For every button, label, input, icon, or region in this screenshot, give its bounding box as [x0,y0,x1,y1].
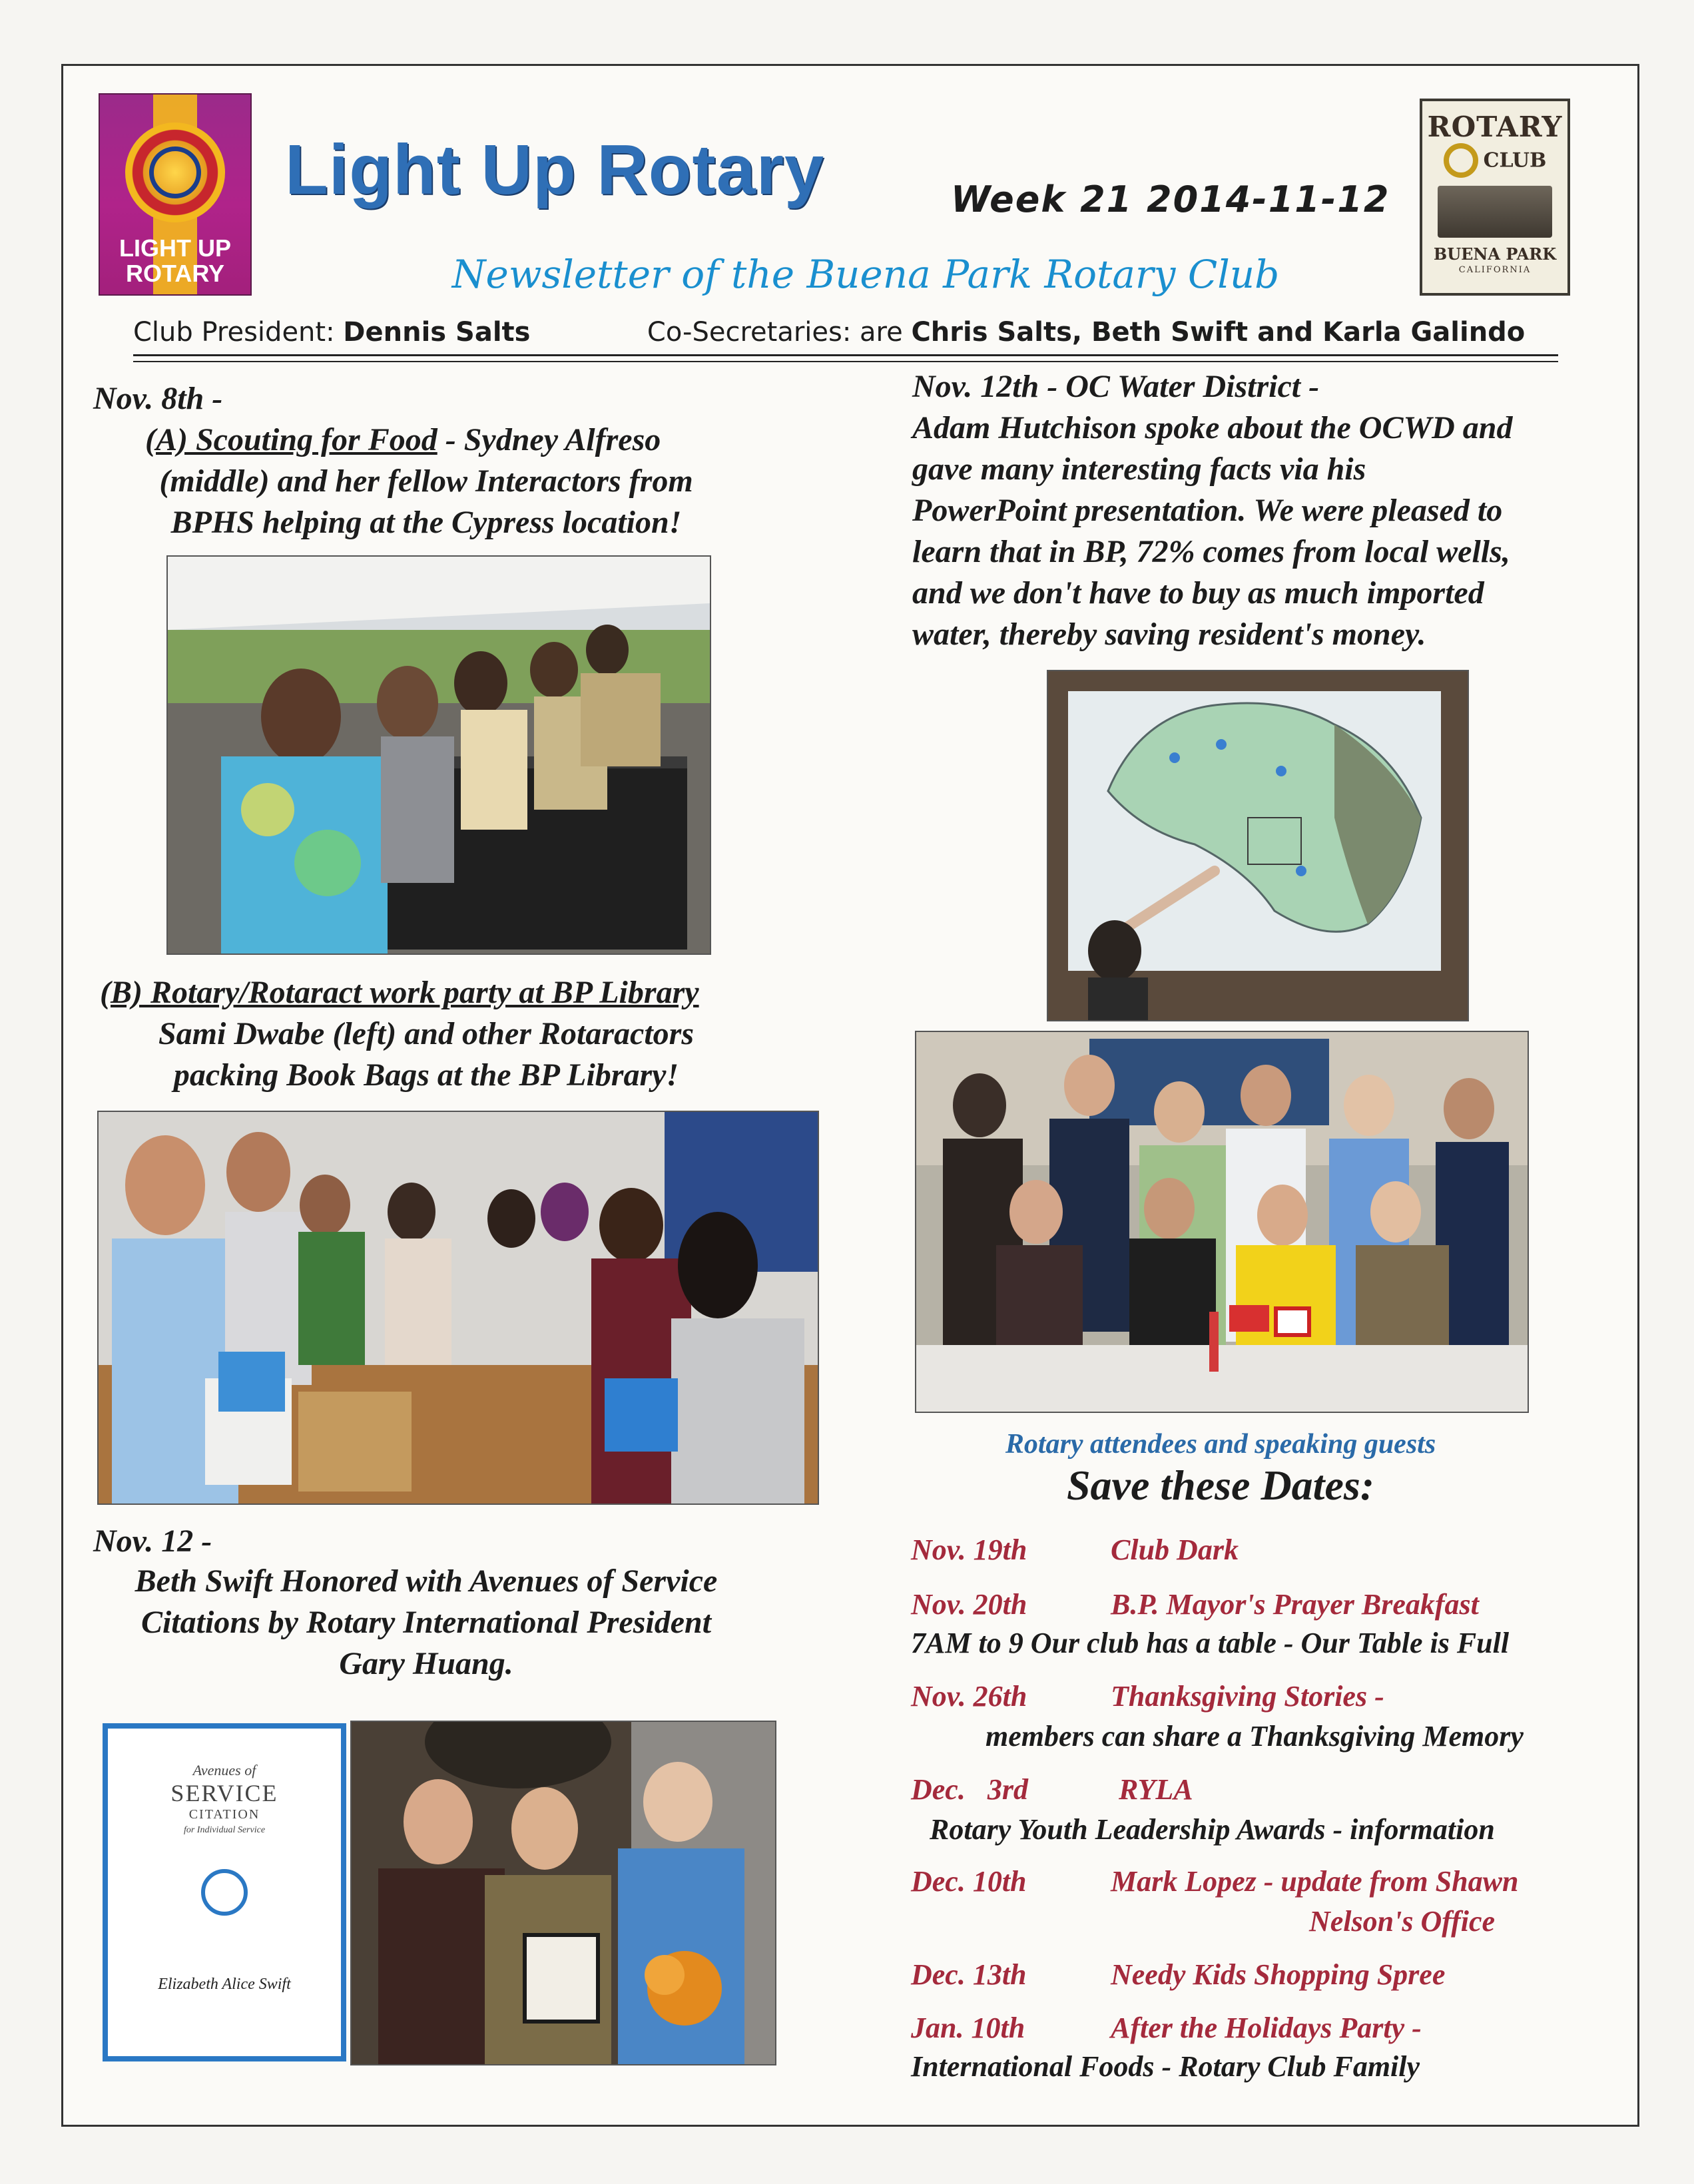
ocwd-presentation-photo [1047,670,1469,1021]
event-label: Needy Kids Shopping Spree [1111,1958,1446,1991]
nov12-heading: Nov. 12 - [93,1523,212,1559]
rotary-seal-icon [201,1869,248,1916]
rotary-club-buena-park-logo: ROTARY CLUB BUENA PARK CALIFORNIA [1420,99,1570,296]
rotary-wheel-icon [149,146,201,198]
scouting-title: (A) Scouting for Food [145,422,437,457]
scouting-line-1: (A) Scouting for Food - Sydney Alfreso [145,422,661,457]
header-divider-2 [133,361,1558,362]
event-label: B.P. Mayor's Prayer Breakfast [1111,1588,1479,1621]
nov8-heading: Nov. 8th - [93,381,223,416]
event-label: RYLA [1119,1773,1193,1806]
newsletter-subtitle: Newsletter of the Buena Park Rotary Club [451,252,1280,297]
event-note: members can share a Thanksgiving Memory [986,1720,1524,1753]
work-party-title: (B) Rotary/Rotaract work party at BP Library [100,975,699,1010]
date-label: Dec. 3rd [911,1773,1028,1806]
train-icon [1438,186,1552,238]
club-officers: Club President: Dennis Salts Co-Secretaries: are Chris Salts, Beth Swift and Karla Galindo [133,317,1526,348]
rotary-gear-icon [1444,143,1478,178]
date-label: Nov. 20th [911,1588,1027,1621]
event-note: Rotary Youth Leadership Awards - information [930,1813,1495,1846]
event-note: 7AM to 9 Our club has a table - Our Table is Full [911,1627,1510,1659]
header-divider [133,354,1558,356]
service-citation-certificate: Avenues of SERVICE CITATION for Individual Service Elizabeth Alice Swift [103,1723,346,2061]
event-label: Club Dark [1111,1533,1239,1566]
photo-caption: Rotary attendees and speaking guests [1005,1429,1436,1460]
light-up-rotary-logo: LIGHT UP ROTARY [99,93,252,296]
date-label: Jan. 10th [911,2012,1025,2044]
scouting-for-food-photo [166,555,711,955]
date-label: Dec. 10th [911,1865,1027,1898]
event-label: After the Holidays Party - [1111,2012,1422,2044]
beth-swift-honor-photo [350,1721,776,2065]
president-name: Dennis Salts [343,317,531,348]
save-dates-title: Save these Dates: [1066,1462,1375,1509]
rotary-attendees-photo [915,1031,1529,1413]
date-label: Dec. 13th [911,1958,1027,1991]
date-label: Nov. 19th [911,1533,1027,1566]
event-label: Thanksgiving Stories - [1111,1680,1384,1713]
issue-week: Week 21 2014-11-12 [951,178,1390,220]
newsletter-title: Light Up Rotary [285,131,824,209]
event-label: Mark Lopez - update from Shawn [1111,1865,1519,1898]
secretaries-names: Chris Salts, Beth Swift and Karla Galindo [911,317,1526,348]
event-note: International Foods - Rotary Club Family [911,2050,1420,2083]
date-label: Nov. 26th [911,1680,1027,1713]
ocwd-heading: Nov. 12th - OC Water District - [912,369,1320,404]
event-label-cont: Nelson's Office [1309,1905,1496,1938]
book-bags-photo [97,1111,819,1505]
